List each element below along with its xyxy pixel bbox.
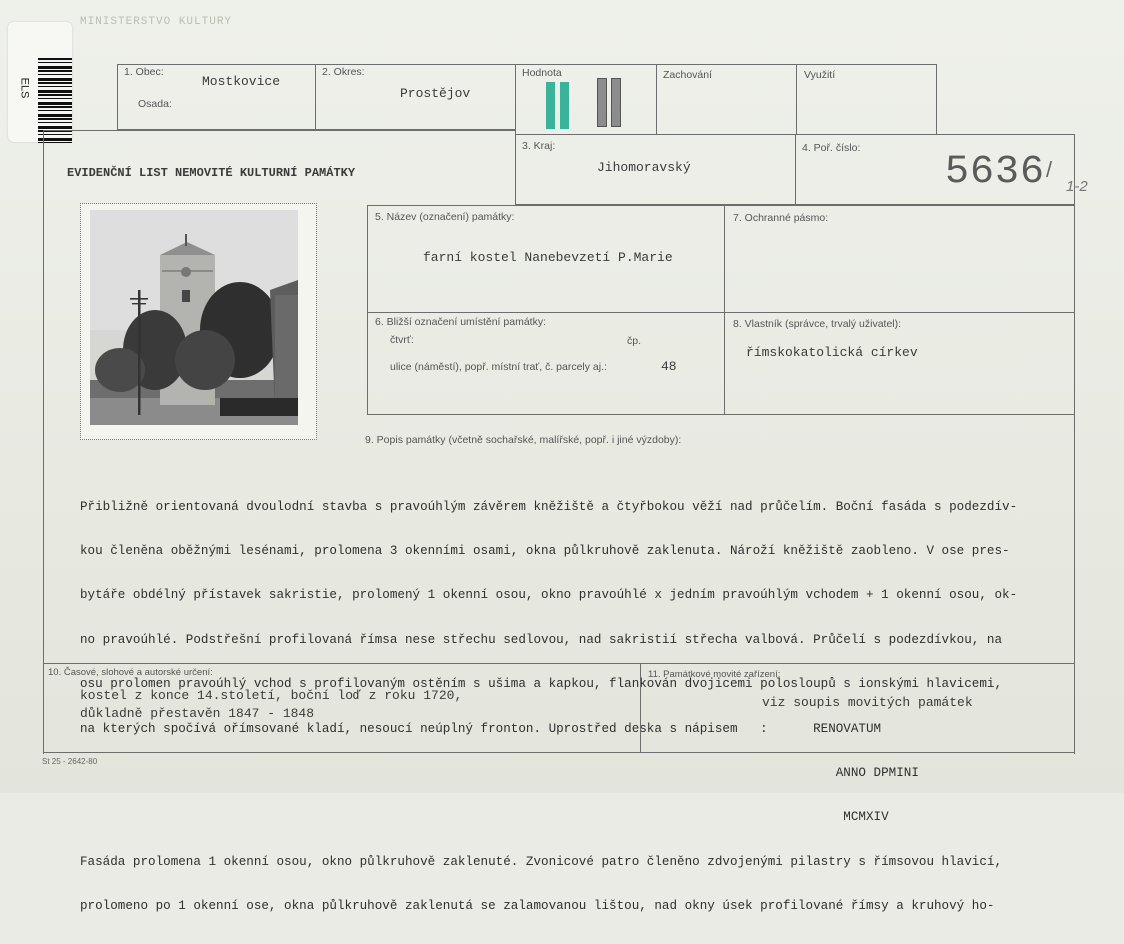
movite-value: viz soupis movitých památek <box>762 695 973 710</box>
form-code: St 25 - 2642-80 <box>42 757 98 766</box>
movite-label: 11. Památkové movité zařízení: <box>648 669 781 680</box>
okres-value: Prostějov <box>400 86 471 101</box>
kraj-label: 3. Kraj: <box>522 140 556 152</box>
form-title: EVIDENČNÍ LIST NEMOVITÉ KULTURNÍ PAMÁTKY <box>67 166 356 180</box>
nazev-label: 5. Název (označení) památky: <box>375 211 515 223</box>
registry-number: 5636 <box>945 150 1046 195</box>
faded-stamp: MINISTERSTVO KULTURY <box>80 16 233 28</box>
obec-label: 1. Obec: <box>124 66 164 78</box>
casove-line-1: kostel z konce 14.století, boční loď z roku 1720, <box>80 688 463 703</box>
description-line: prolomeno po 1 okenní ose, okna půlkruhově zaklenutá se zalamovanou lištou, nad okny úsek profilované římsy a kruhový ho- <box>80 899 995 914</box>
hodnota-grey-mark <box>597 78 607 127</box>
description-line: osu prolomen pravoúhlý vchod s profilovaným ostěním s ušima a kapkou, flankován dvojicemi polosloupů s ionskými hlavicemi, <box>80 677 1003 692</box>
description-line: na kterých spočívá ořímsované kladí, nesoucí neúplný fronton. Uprostřed deska s nápisem : RENOVATUM <box>80 721 882 736</box>
parcela-value: 48 <box>661 359 677 374</box>
slash-mark: / <box>1046 157 1053 182</box>
description-line: Fasáda prolomena 1 okenní osou, okno půlkruhově zaklenuté. Zvonicové patro členěno zdvojenými pilastry s římsovou hlavicí, <box>80 854 1003 869</box>
hodnota-grey-mark-2 <box>611 78 621 127</box>
barcode-tag <box>8 22 72 142</box>
church-photo <box>90 210 298 425</box>
registry-suffix: 1-2 <box>1066 178 1088 195</box>
main-top-rule <box>43 130 516 131</box>
nazev-value: farní kostel Nanebevzetí P.Marie <box>423 250 673 265</box>
kraj-value: Jihomoravský <box>597 160 691 175</box>
ulice-label: ulice (náměstí), popř. místní trať, č. parcely aj.: <box>390 361 607 373</box>
description-line: bytáře obdélný přístavek sakristie, prolomený 1 okenní osou, okno pravoúhlé x jedním pravoúhlým vchodem + 1 okenní osou, ok- <box>80 588 1018 603</box>
hodnota-green-mark <box>546 82 555 129</box>
casove-line-2: důkladně přestavěn 1847 - 1848 <box>80 706 315 721</box>
description-line: ANNO DPMINI <box>80 765 919 780</box>
popis-label: 9. Popis památky (včetně sochařské, malířské, popř. i jiné výzdoby): <box>365 434 682 446</box>
ctvrt-label: čtvrť: <box>390 334 414 346</box>
description-line: Přibližně orientovaná dvoulodní stavba s pravoúhlým závěrem kněžiště a čtyřbokou věží nad průčelím. Boční fasáda s podezdív- <box>80 499 1018 514</box>
description-line: MCMXIV <box>80 810 889 825</box>
description-line: kou členěna oběžnými lesénami, prolomena 3 okenními osami, okna půlkruhově zaklenuta. Nároží kněžiště zaobleno. V ose pres- <box>80 543 1010 558</box>
por-label: 4. Poř. číslo: <box>802 142 861 154</box>
vlastnik-value: římskokatolická církev <box>746 345 918 360</box>
zachovani-label: Zachování <box>663 69 713 81</box>
umisteni-label: 6. Bližší označení umístění památky: <box>375 316 546 328</box>
tag-text: ELS <box>18 77 31 99</box>
vlastnik-label: 8. Vlastník (správce, trvalý uživatel): <box>733 318 902 330</box>
cp-label: čp. <box>627 335 642 347</box>
description-line: no pravoúhlé. Podstřešní profilovaná římsa nese střechu sedlovou, nad sakristií střecha valbová. Průčelí s podezdívkou, na <box>80 632 1003 647</box>
hodnota-green-mark-2 <box>560 82 569 129</box>
obec-value: Mostkovice <box>202 74 281 89</box>
ochranne-label: 7. Ochranné pásmo: <box>733 212 829 224</box>
osada-label: Osada: <box>138 98 172 110</box>
okres-label: 2. Okres: <box>322 66 365 78</box>
vyuziti-label: Využití <box>804 69 836 81</box>
casove-label: 10. Časové, slohové a autorské určení: <box>48 667 213 678</box>
hodnota-label: Hodnota <box>522 67 562 79</box>
right-edge <box>1074 134 1075 754</box>
church-photo-image <box>90 210 298 425</box>
